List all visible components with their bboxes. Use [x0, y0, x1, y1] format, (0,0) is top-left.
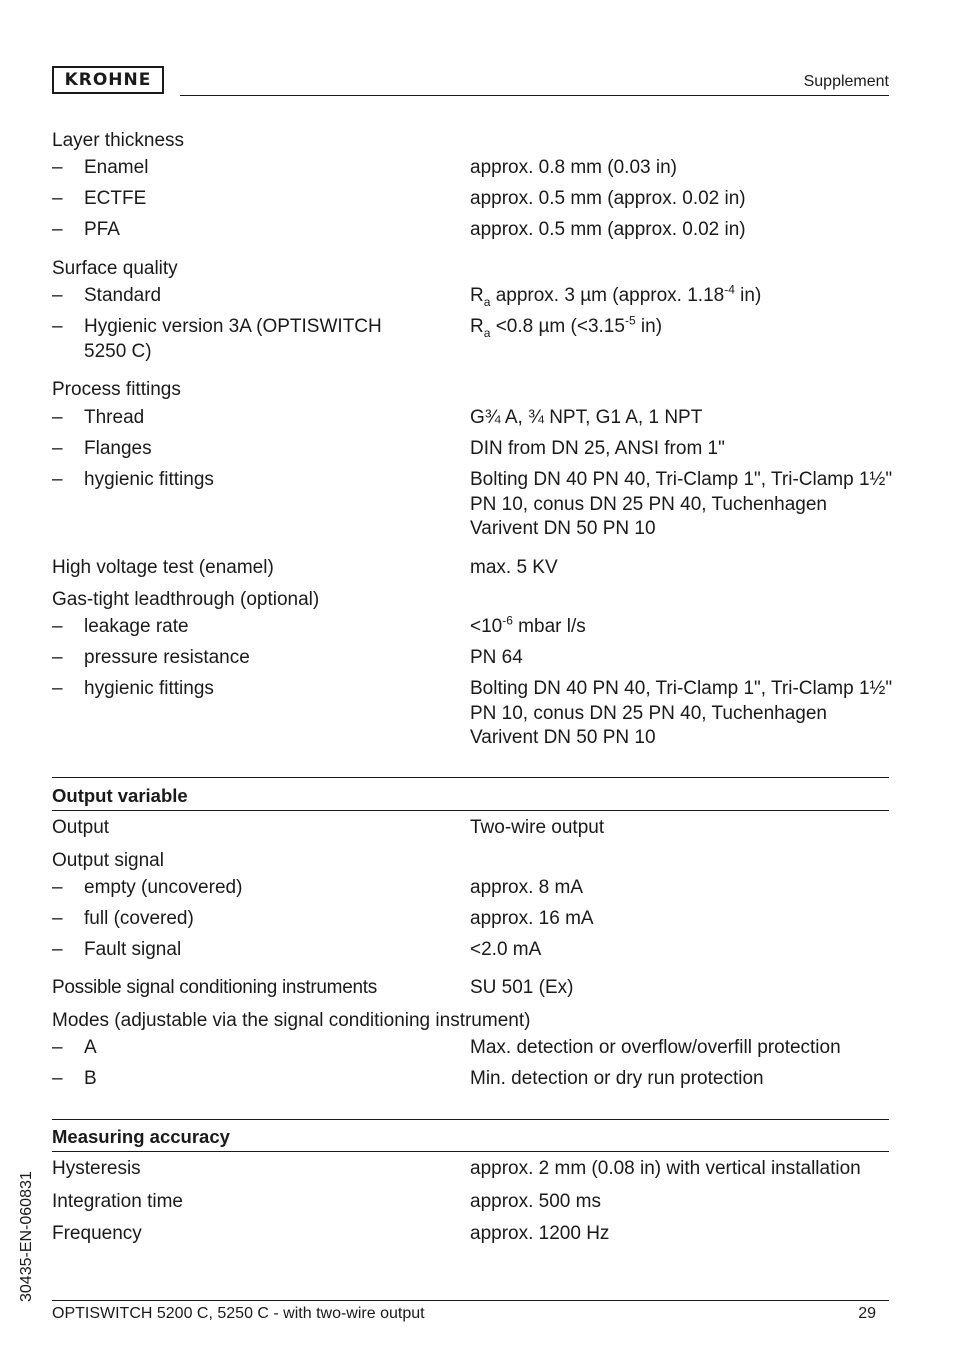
- spec-label: B: [84, 1068, 97, 1089]
- list-dash: –: [52, 469, 63, 490]
- section-rule-top: [52, 1119, 889, 1120]
- spec-value: Bolting DN 40 PN 40, Tri-Clamp 1", Tri-Clamp 1½" PN 10, conus DN 25 PN 40, Tuchenhagen Varivent DN 50 PN 10: [470, 469, 893, 539]
- krohne-logo: KROHNE: [52, 66, 164, 94]
- spec-label: hygienic fittings: [84, 469, 214, 490]
- spec-value: approx. 1200 Hz: [470, 1223, 610, 1244]
- list-dash: –: [52, 157, 63, 178]
- spec-label: Output: [52, 817, 110, 838]
- output-signal-title: Output signal: [52, 850, 164, 871]
- list-dash: –: [52, 616, 63, 637]
- spec-value: approx. 0.8 mm (0.03 in): [470, 157, 677, 178]
- list-dash: –: [52, 316, 63, 337]
- spec-value: G¾ A, ¾ NPT, G1 A, 1 NPT: [470, 407, 703, 428]
- list-dash: –: [52, 407, 63, 428]
- spec-row-hygienic-3a: [52, 315, 897, 365]
- spec-label: Thread: [84, 407, 145, 428]
- list-dash: –: [52, 939, 63, 960]
- spec-label: Hysteresis: [52, 1158, 141, 1179]
- spec-value: Bolting DN 40 PN 40, Tri-Clamp 1", Tri-Clamp 1½" PN 10, conus DN 25 PN 40, Tuchenhagen Varivent DN 50 PN 10: [470, 678, 893, 748]
- list-dash: –: [52, 438, 63, 459]
- spec-label: Possible signal conditioning instruments: [52, 977, 377, 998]
- page-number: 29: [858, 1305, 876, 1322]
- spec-value: [470, 315, 895, 340]
- section-rule-bottom: [52, 810, 889, 811]
- list-dash: –: [52, 877, 63, 898]
- spec-row-hygienic-fittings: [52, 468, 897, 543]
- spec-label: hygienic fittings: [84, 678, 214, 699]
- list-dash: –: [52, 188, 63, 209]
- spec-label: leakage rate: [84, 616, 189, 637]
- spec-value: Two-wire output: [470, 817, 605, 838]
- exponent: -6: [502, 613, 513, 628]
- modes-title: Modes (adjustable via the signal conditioning instrument): [52, 1010, 531, 1031]
- roughness-symbol: R: [470, 285, 484, 306]
- spec-label: A: [84, 1037, 97, 1058]
- spec-value: DIN from DN 25, ANSI from 1": [470, 438, 725, 459]
- spec-value: PN 64: [470, 647, 523, 668]
- value-text: approx. 3 µm (approx. 1.18: [490, 285, 725, 306]
- list-dash: –: [52, 908, 63, 929]
- list-dash: –: [52, 678, 63, 699]
- value-text: <0.8 µm (<3.15: [490, 316, 625, 337]
- spec-value: <2.0 mA: [470, 939, 542, 960]
- header-rule: [180, 95, 889, 96]
- value-text: <10: [470, 616, 503, 637]
- footer-document-title: OPTISWITCH 5200 C, 5250 C - with two-wire output: [52, 1305, 425, 1322]
- spec-label: Flanges: [84, 438, 152, 459]
- spec-value: approx. 0.5 mm (approx. 0.02 in): [470, 219, 746, 240]
- list-dash: –: [52, 1068, 63, 1089]
- process-fittings-title: Process fittings: [52, 379, 181, 400]
- spec-label: pressure resistance: [84, 647, 250, 668]
- spec-value: [470, 284, 895, 309]
- spec-value: max. 5 KV: [470, 557, 558, 578]
- spec-row-gas-hygienic-fittings: [52, 677, 897, 752]
- list-dash: –: [52, 219, 63, 240]
- spec-value: approx. 2 mm (0.08 in) with vertical installation: [470, 1158, 861, 1179]
- roughness-subscript: a: [483, 294, 491, 309]
- spec-value: Max. detection or overflow/overfill protection: [470, 1037, 841, 1058]
- roughness-symbol: R: [470, 316, 484, 337]
- spec-value: approx. 8 mA: [470, 877, 583, 898]
- spec-value: approx. 500 ms: [470, 1191, 601, 1212]
- exponent: -4: [724, 282, 735, 297]
- spec-label: Standard: [84, 285, 162, 306]
- section-rule-bottom: [52, 1151, 889, 1152]
- section-heading-output-variable: Output variable: [52, 785, 188, 806]
- roughness-subscript: a: [483, 325, 491, 340]
- layer-thickness-title: Layer thickness: [52, 130, 185, 151]
- spec-label: Frequency: [52, 1223, 142, 1244]
- spec-label: Enamel: [84, 157, 149, 178]
- spec-value: [470, 615, 895, 640]
- header-section-title: Supplement: [803, 73, 889, 90]
- spec-label: empty (uncovered): [84, 877, 243, 898]
- spec-label: Fault signal: [84, 939, 182, 960]
- spec-label: PFA: [84, 219, 120, 240]
- spec-label: ECTFE: [84, 188, 147, 209]
- value-unit: in): [734, 285, 762, 306]
- section-rule-top: [52, 777, 889, 778]
- spec-label: High voltage test (enamel): [52, 557, 274, 578]
- value-unit: mbar l/s: [512, 616, 586, 637]
- value-unit: in): [635, 316, 663, 337]
- spec-label: Integration time: [52, 1191, 183, 1212]
- gas-tight-title: Gas-tight leadthrough (optional): [52, 589, 320, 610]
- exponent: -5: [624, 313, 636, 328]
- spec-value: Min. detection or dry run protection: [470, 1068, 764, 1089]
- section-heading-measuring-accuracy: Measuring accuracy: [52, 1126, 230, 1147]
- spec-value: SU 501 (Ex): [470, 977, 574, 998]
- spec-label: full (covered): [84, 908, 194, 929]
- spec-value: approx. 16 mA: [470, 908, 594, 929]
- list-dash: –: [52, 1037, 63, 1058]
- list-dash: –: [52, 647, 63, 668]
- spec-label: Hygienic version 3A (OPTISWITCH 5250 C): [84, 316, 382, 362]
- list-dash: –: [52, 285, 63, 306]
- document-code: 30435-EN-060831: [18, 1171, 35, 1302]
- footer-rule: [52, 1300, 889, 1301]
- surface-quality-title: Surface quality: [52, 258, 178, 279]
- spec-value: approx. 0.5 mm (approx. 0.02 in): [470, 188, 746, 209]
